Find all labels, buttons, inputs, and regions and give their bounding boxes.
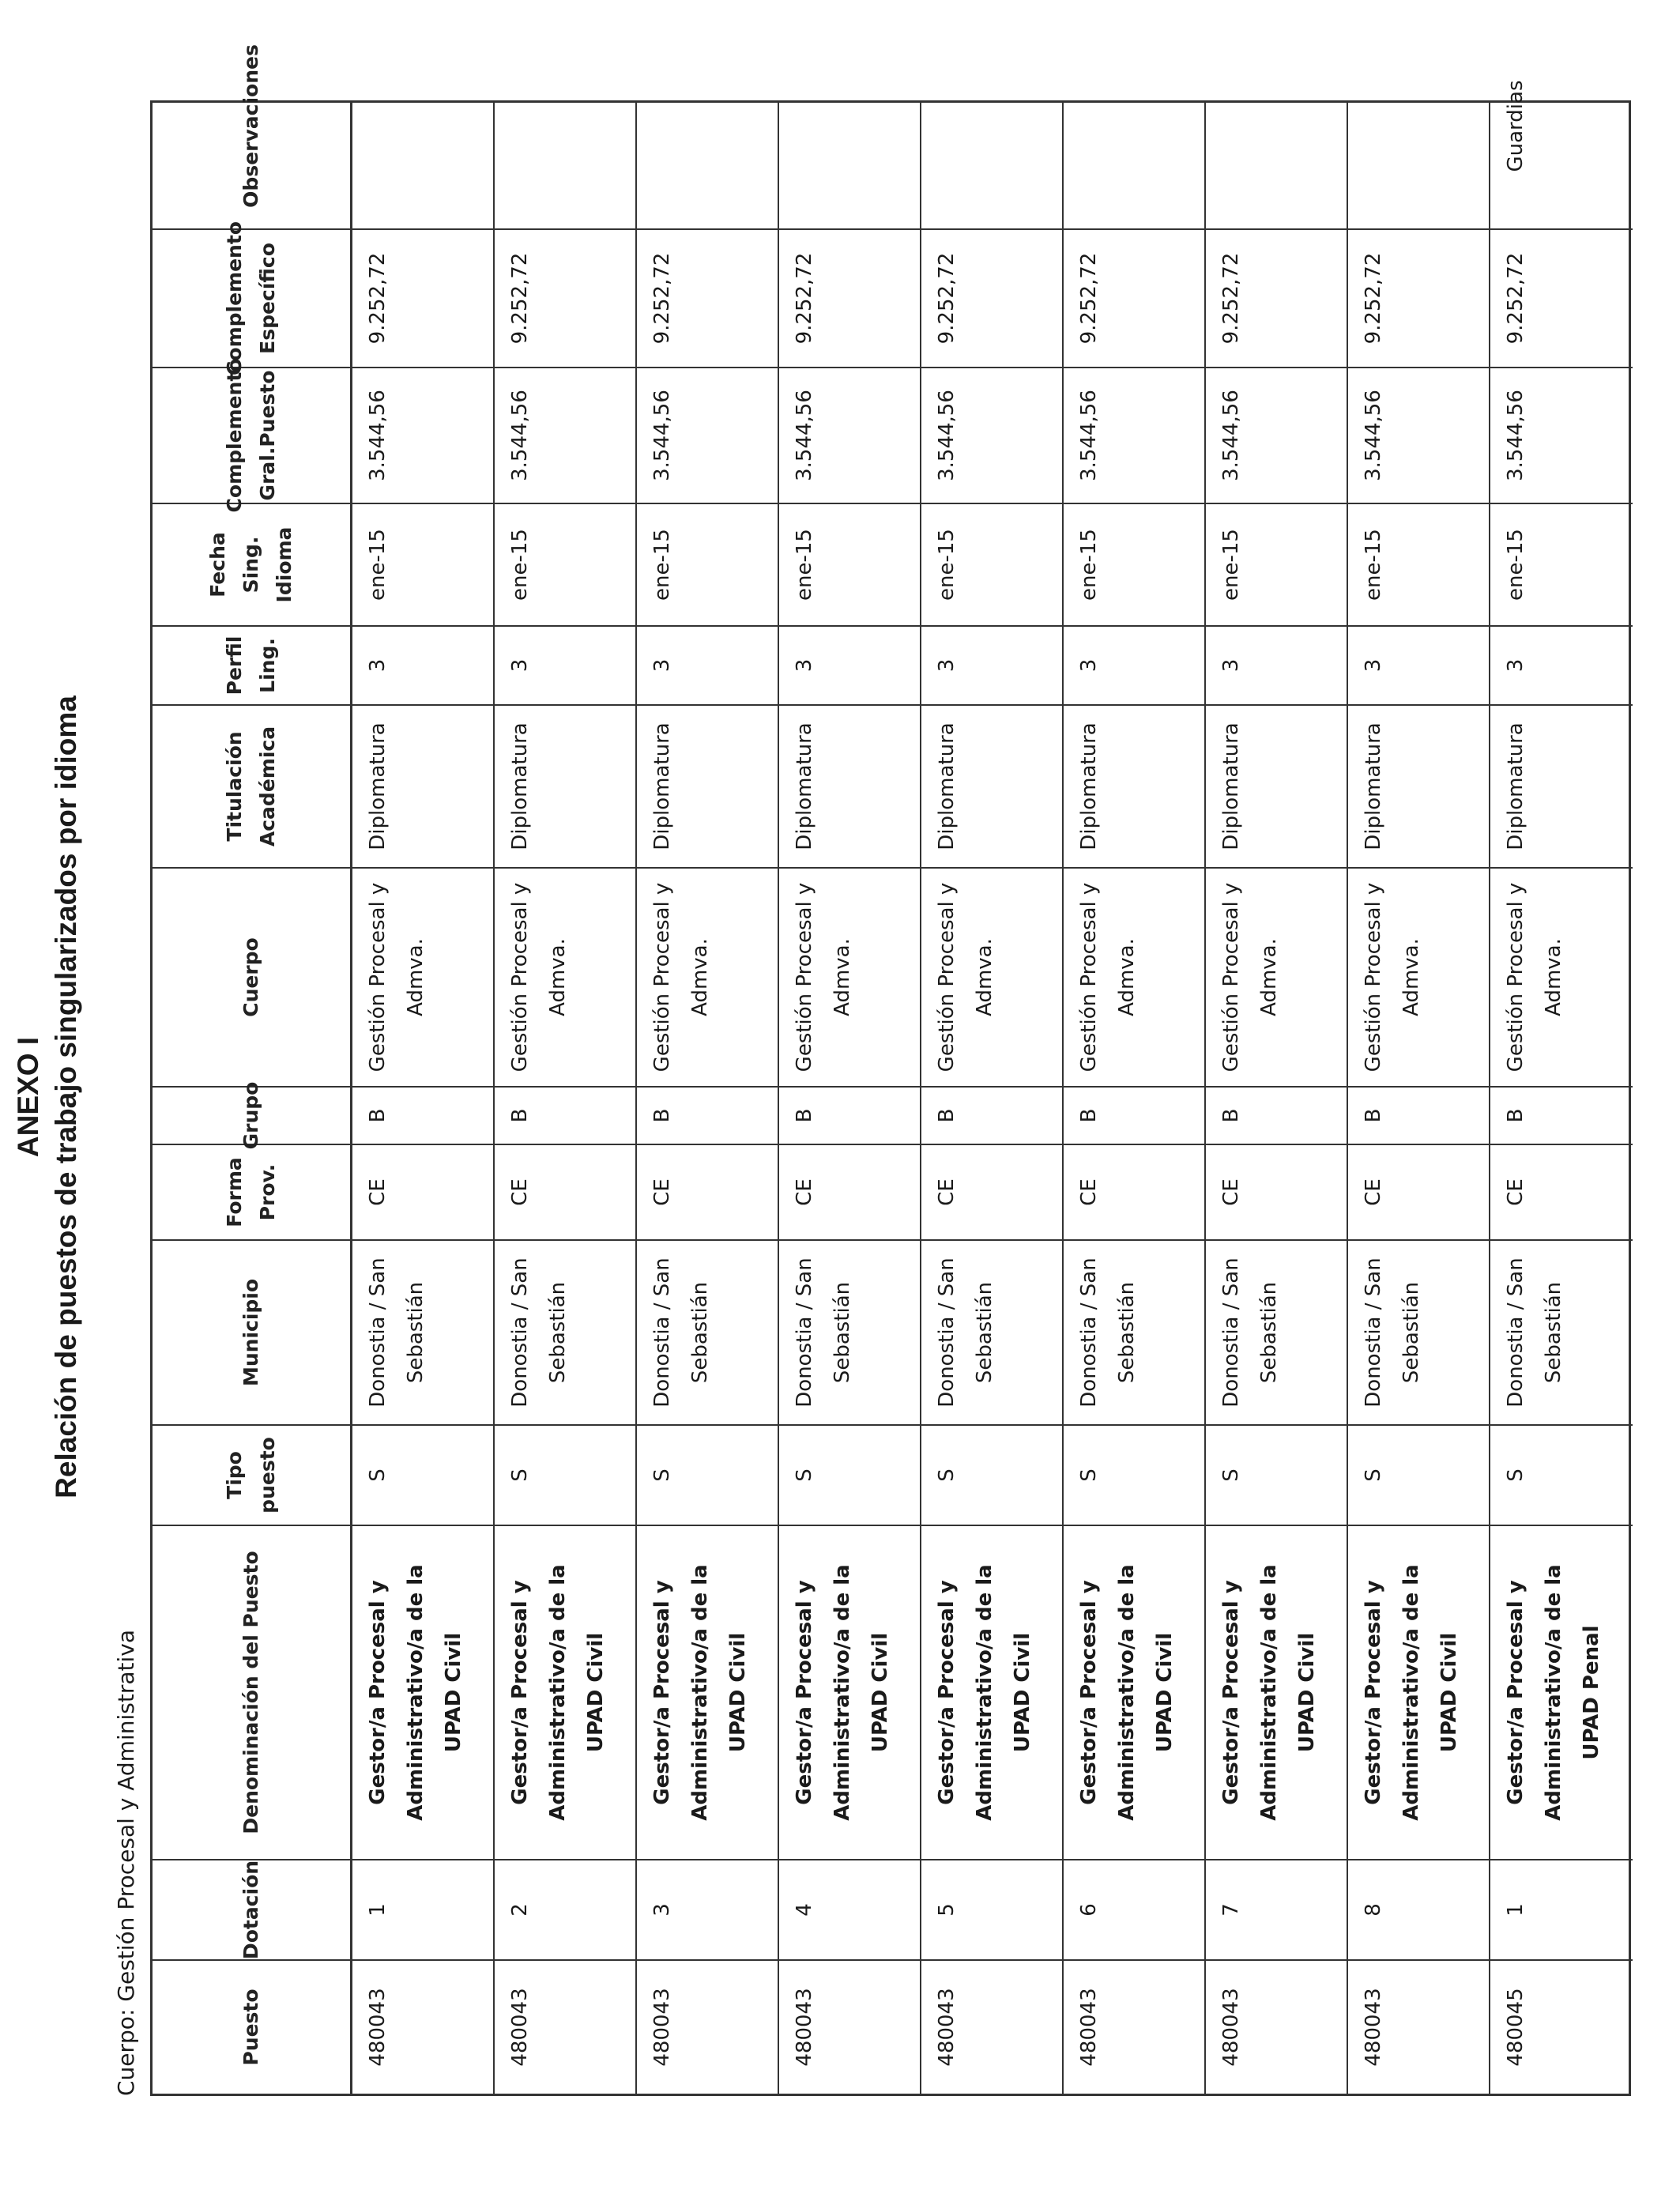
cell-observaciones — [352, 24, 493, 228]
cell-cuerpo: Gestión Procesal y Admva. — [779, 867, 920, 1086]
cell-cuerpo: Gestión Procesal y Admva. — [1490, 867, 1633, 1086]
cell-forma-prov: CE — [1348, 1144, 1489, 1239]
cell-especifico: 9.252,72 — [1206, 228, 1347, 367]
cell-forma-prov: CE — [637, 1144, 778, 1239]
cell-denominacion: Gestor/a Procesal y Administrativo/a de la UPAD Civil — [779, 1525, 920, 1859]
cell-titulacion: Diplomatura — [637, 704, 778, 867]
cell-municipio: Donostia / San Sebastián — [1490, 1239, 1633, 1424]
cell-especifico: 9.252,72 — [352, 228, 493, 367]
cell-especifico: 9.252,72 — [637, 228, 778, 367]
cell-titulacion: Diplomatura — [921, 704, 1062, 867]
cell-fecha: ene-15 — [495, 503, 635, 625]
cell-puesto: 480043 — [1348, 1959, 1489, 2094]
cell-dotacion: 1 — [1490, 1859, 1633, 1959]
cell-gral-puesto: 3.544,56 — [921, 367, 1062, 503]
cell-fecha: ene-15 — [352, 503, 493, 625]
cell-cuerpo: Gestión Procesal y Admva. — [1348, 867, 1489, 1086]
cell-denominacion: Gestor/a Procesal y Administrativo/a de la UPAD Civil — [495, 1525, 635, 1859]
cell-denominacion: Gestor/a Procesal y Administrativo/a de la UPAD Penal — [1490, 1525, 1633, 1859]
header-tipo-puesto: Tipo puesto — [153, 1424, 350, 1525]
cell-cuerpo: Gestión Procesal y Admva. — [352, 867, 493, 1086]
cell-denominacion: Gestor/a Procesal y Administrativo/a de la UPAD Civil — [352, 1525, 493, 1859]
cell-municipio: Donostia / San Sebastián — [1348, 1239, 1489, 1424]
cell-perfil: 3 — [495, 625, 635, 704]
cell-perfil: 3 — [637, 625, 778, 704]
cell-especifico: 9.252,72 — [1348, 228, 1489, 367]
cell-municipio: Donostia / San Sebastián — [495, 1239, 635, 1424]
cell-observaciones — [495, 24, 635, 228]
cell-gral-puesto: 3.544,56 — [352, 367, 493, 503]
header-fecha: Fecha Sing. Idioma — [153, 503, 350, 625]
cell-forma-prov: CE — [779, 1144, 920, 1239]
cell-tipo-puesto: S — [495, 1424, 635, 1525]
document-subtitle: Relación de puestos de trabajo singularizados por idioma — [50, 696, 82, 1498]
header-observaciones: Observaciones — [239, 44, 262, 208]
cell-dotacion: 4 — [779, 1859, 920, 1959]
cell-observaciones — [637, 24, 778, 228]
cell-forma-prov: CE — [1206, 1144, 1347, 1239]
cell-especifico: 9.252,72 — [921, 228, 1062, 367]
cell-cuerpo: Gestión Procesal y Admva. — [1206, 867, 1347, 1086]
cell-dotacion: 6 — [1064, 1859, 1204, 1959]
cell-puesto: 480043 — [1064, 1959, 1204, 2094]
cell-grupo: B — [495, 1086, 635, 1144]
cell-puesto: 480043 — [495, 1959, 635, 2094]
cell-fecha: ene-15 — [1490, 503, 1633, 625]
cell-grupo: B — [1206, 1086, 1347, 1144]
cell-forma-prov: CE — [921, 1144, 1062, 1239]
cell-puesto: 480043 — [779, 1959, 920, 2094]
cell-dotacion: 1 — [352, 1859, 493, 1959]
cell-forma-prov: CE — [1490, 1144, 1633, 1239]
cell-gral-puesto: 3.544,56 — [1490, 367, 1633, 503]
cell-dotacion: 3 — [637, 1859, 778, 1959]
cell-fecha: ene-15 — [921, 503, 1062, 625]
cell-cuerpo: Gestión Procesal y Admva. — [637, 867, 778, 1086]
cell-titulacion: Diplomatura — [352, 704, 493, 867]
cell-cuerpo: Gestión Procesal y Admva. — [921, 867, 1062, 1086]
header-cuerpo: Cuerpo — [153, 867, 350, 1086]
cell-titulacion: Diplomatura — [1064, 704, 1204, 867]
header-denominacion: Denominación del Puesto — [153, 1525, 350, 1859]
table-row — [921, 103, 1064, 2094]
annex-title: ANEXO I — [12, 1036, 44, 1158]
header-titulacion: Titulación Académica — [153, 704, 350, 867]
cell-tipo-puesto: S — [1064, 1424, 1204, 1525]
positions-table — [150, 44, 1631, 2096]
cuerpo-label: Cuerpo: Gestión Procesal y Administrativa — [113, 1630, 139, 2096]
cell-denominacion: Gestor/a Procesal y Administrativo/a de la UPAD Civil — [1348, 1525, 1489, 1859]
cell-observaciones — [1206, 24, 1347, 228]
cell-fecha: ene-15 — [1206, 503, 1347, 625]
header-dotacion: Dotación — [153, 1859, 350, 1959]
table-row — [495, 103, 637, 2094]
cell-puesto: 480043 — [921, 1959, 1062, 2094]
cell-grupo: B — [637, 1086, 778, 1144]
cell-titulacion: Diplomatura — [1490, 704, 1633, 867]
cell-especifico: 9.252,72 — [779, 228, 920, 367]
cell-fecha: ene-15 — [637, 503, 778, 625]
cell-denominacion: Gestor/a Procesal y Administrativo/a de la UPAD Civil — [1064, 1525, 1204, 1859]
cell-grupo: B — [1348, 1086, 1489, 1144]
header-puesto: Puesto — [153, 1959, 350, 2094]
cell-tipo-puesto: S — [1348, 1424, 1489, 1525]
table-row — [779, 103, 921, 2094]
cell-grupo: B — [352, 1086, 493, 1144]
cell-dotacion: 5 — [921, 1859, 1062, 1959]
cell-gral-puesto: 3.544,56 — [1348, 367, 1489, 503]
cell-perfil: 3 — [779, 625, 920, 704]
cell-especifico: 9.252,72 — [1064, 228, 1204, 367]
cell-puesto: 480043 — [352, 1959, 493, 2094]
cell-puesto: 480043 — [637, 1959, 778, 2094]
cell-observaciones: Guardias — [1504, 80, 1527, 172]
cell-municipio: Donostia / San Sebastián — [1206, 1239, 1347, 1424]
cell-perfil: 3 — [1206, 625, 1347, 704]
cell-observaciones — [921, 24, 1062, 228]
cell-observaciones — [1064, 24, 1204, 228]
cell-observaciones — [1348, 24, 1489, 228]
cell-gral-puesto: 3.544,56 — [1206, 367, 1347, 503]
cell-puesto: 480045 — [1490, 1959, 1633, 2094]
header-especifico: Complemento Específico — [153, 228, 350, 367]
table-row — [1348, 103, 1490, 2094]
cell-dotacion: 8 — [1348, 1859, 1489, 1959]
cell-denominacion: Gestor/a Procesal y Administrativo/a de la UPAD Civil — [637, 1525, 778, 1859]
cell-gral-puesto: 3.544,56 — [495, 367, 635, 503]
cell-municipio: Donostia / San Sebastián — [637, 1239, 778, 1424]
cell-fecha: ene-15 — [1348, 503, 1489, 625]
cell-forma-prov: CE — [352, 1144, 493, 1239]
header-gral-puesto: Complemento Gral.Puesto — [153, 367, 350, 503]
cell-titulacion: Diplomatura — [1206, 704, 1347, 867]
cell-grupo: B — [921, 1086, 1062, 1144]
cell-cuerpo: Gestión Procesal y Admva. — [1064, 867, 1204, 1086]
cell-titulacion: Diplomatura — [779, 704, 920, 867]
table-row — [1064, 103, 1206, 2094]
cell-municipio: Donostia / San Sebastián — [921, 1239, 1062, 1424]
cell-tipo-puesto: S — [779, 1424, 920, 1525]
cell-denominacion: Gestor/a Procesal y Administrativo/a de la UPAD Civil — [1206, 1525, 1347, 1859]
cell-grupo: B — [1064, 1086, 1204, 1144]
cell-titulacion: Diplomatura — [1348, 704, 1489, 867]
cell-gral-puesto: 3.544,56 — [637, 367, 778, 503]
cell-perfil: 3 — [1064, 625, 1204, 704]
cell-dotacion: 2 — [495, 1859, 635, 1959]
cell-perfil: 3 — [1490, 625, 1633, 704]
cell-gral-puesto: 3.544,56 — [1064, 367, 1204, 503]
cell-tipo-puesto: S — [921, 1424, 1062, 1525]
cell-tipo-puesto: S — [637, 1424, 778, 1525]
cell-perfil: 3 — [352, 625, 493, 704]
cell-especifico: 9.252,72 — [1490, 228, 1633, 367]
cell-especifico: 9.252,72 — [495, 228, 635, 367]
cell-puesto: 480043 — [1206, 1959, 1347, 2094]
cell-dotacion: 7 — [1206, 1859, 1347, 1959]
cell-grupo: B — [1490, 1086, 1633, 1144]
table-row — [1206, 103, 1348, 2094]
cell-gral-puesto: 3.544,56 — [779, 367, 920, 503]
cell-tipo-puesto: S — [352, 1424, 493, 1525]
cell-grupo: B — [779, 1086, 920, 1144]
cell-forma-prov: CE — [1064, 1144, 1204, 1239]
cell-perfil: 3 — [1348, 625, 1489, 704]
table-row — [1490, 80, 1633, 2094]
cell-cuerpo: Gestión Procesal y Admva. — [495, 867, 635, 1086]
table-row — [352, 103, 495, 2094]
cell-tipo-puesto: S — [1490, 1424, 1633, 1525]
cell-observaciones — [779, 24, 920, 228]
header-forma-prov: Forma Prov. — [153, 1144, 350, 1239]
table-row — [637, 103, 779, 2094]
cell-municipio: Donostia / San Sebastián — [352, 1239, 493, 1424]
cell-titulacion: Diplomatura — [495, 704, 635, 867]
header-municipio: Municipio — [153, 1239, 350, 1424]
cell-forma-prov: CE — [495, 1144, 635, 1239]
cell-fecha: ene-15 — [779, 503, 920, 625]
cell-fecha: ene-15 — [1064, 503, 1204, 625]
cell-denominacion: Gestor/a Procesal y Administrativo/a de la UPAD Civil — [921, 1525, 1062, 1859]
cell-perfil: 3 — [921, 625, 1062, 704]
table-header-row — [153, 44, 352, 2094]
header-grupo: Grupo — [153, 1086, 350, 1144]
cell-municipio: Donostia / San Sebastián — [1064, 1239, 1204, 1424]
cell-municipio: Donostia / San Sebastián — [779, 1239, 920, 1424]
header-perfil: Perfil Ling. — [153, 625, 350, 704]
cell-tipo-puesto: S — [1206, 1424, 1347, 1525]
